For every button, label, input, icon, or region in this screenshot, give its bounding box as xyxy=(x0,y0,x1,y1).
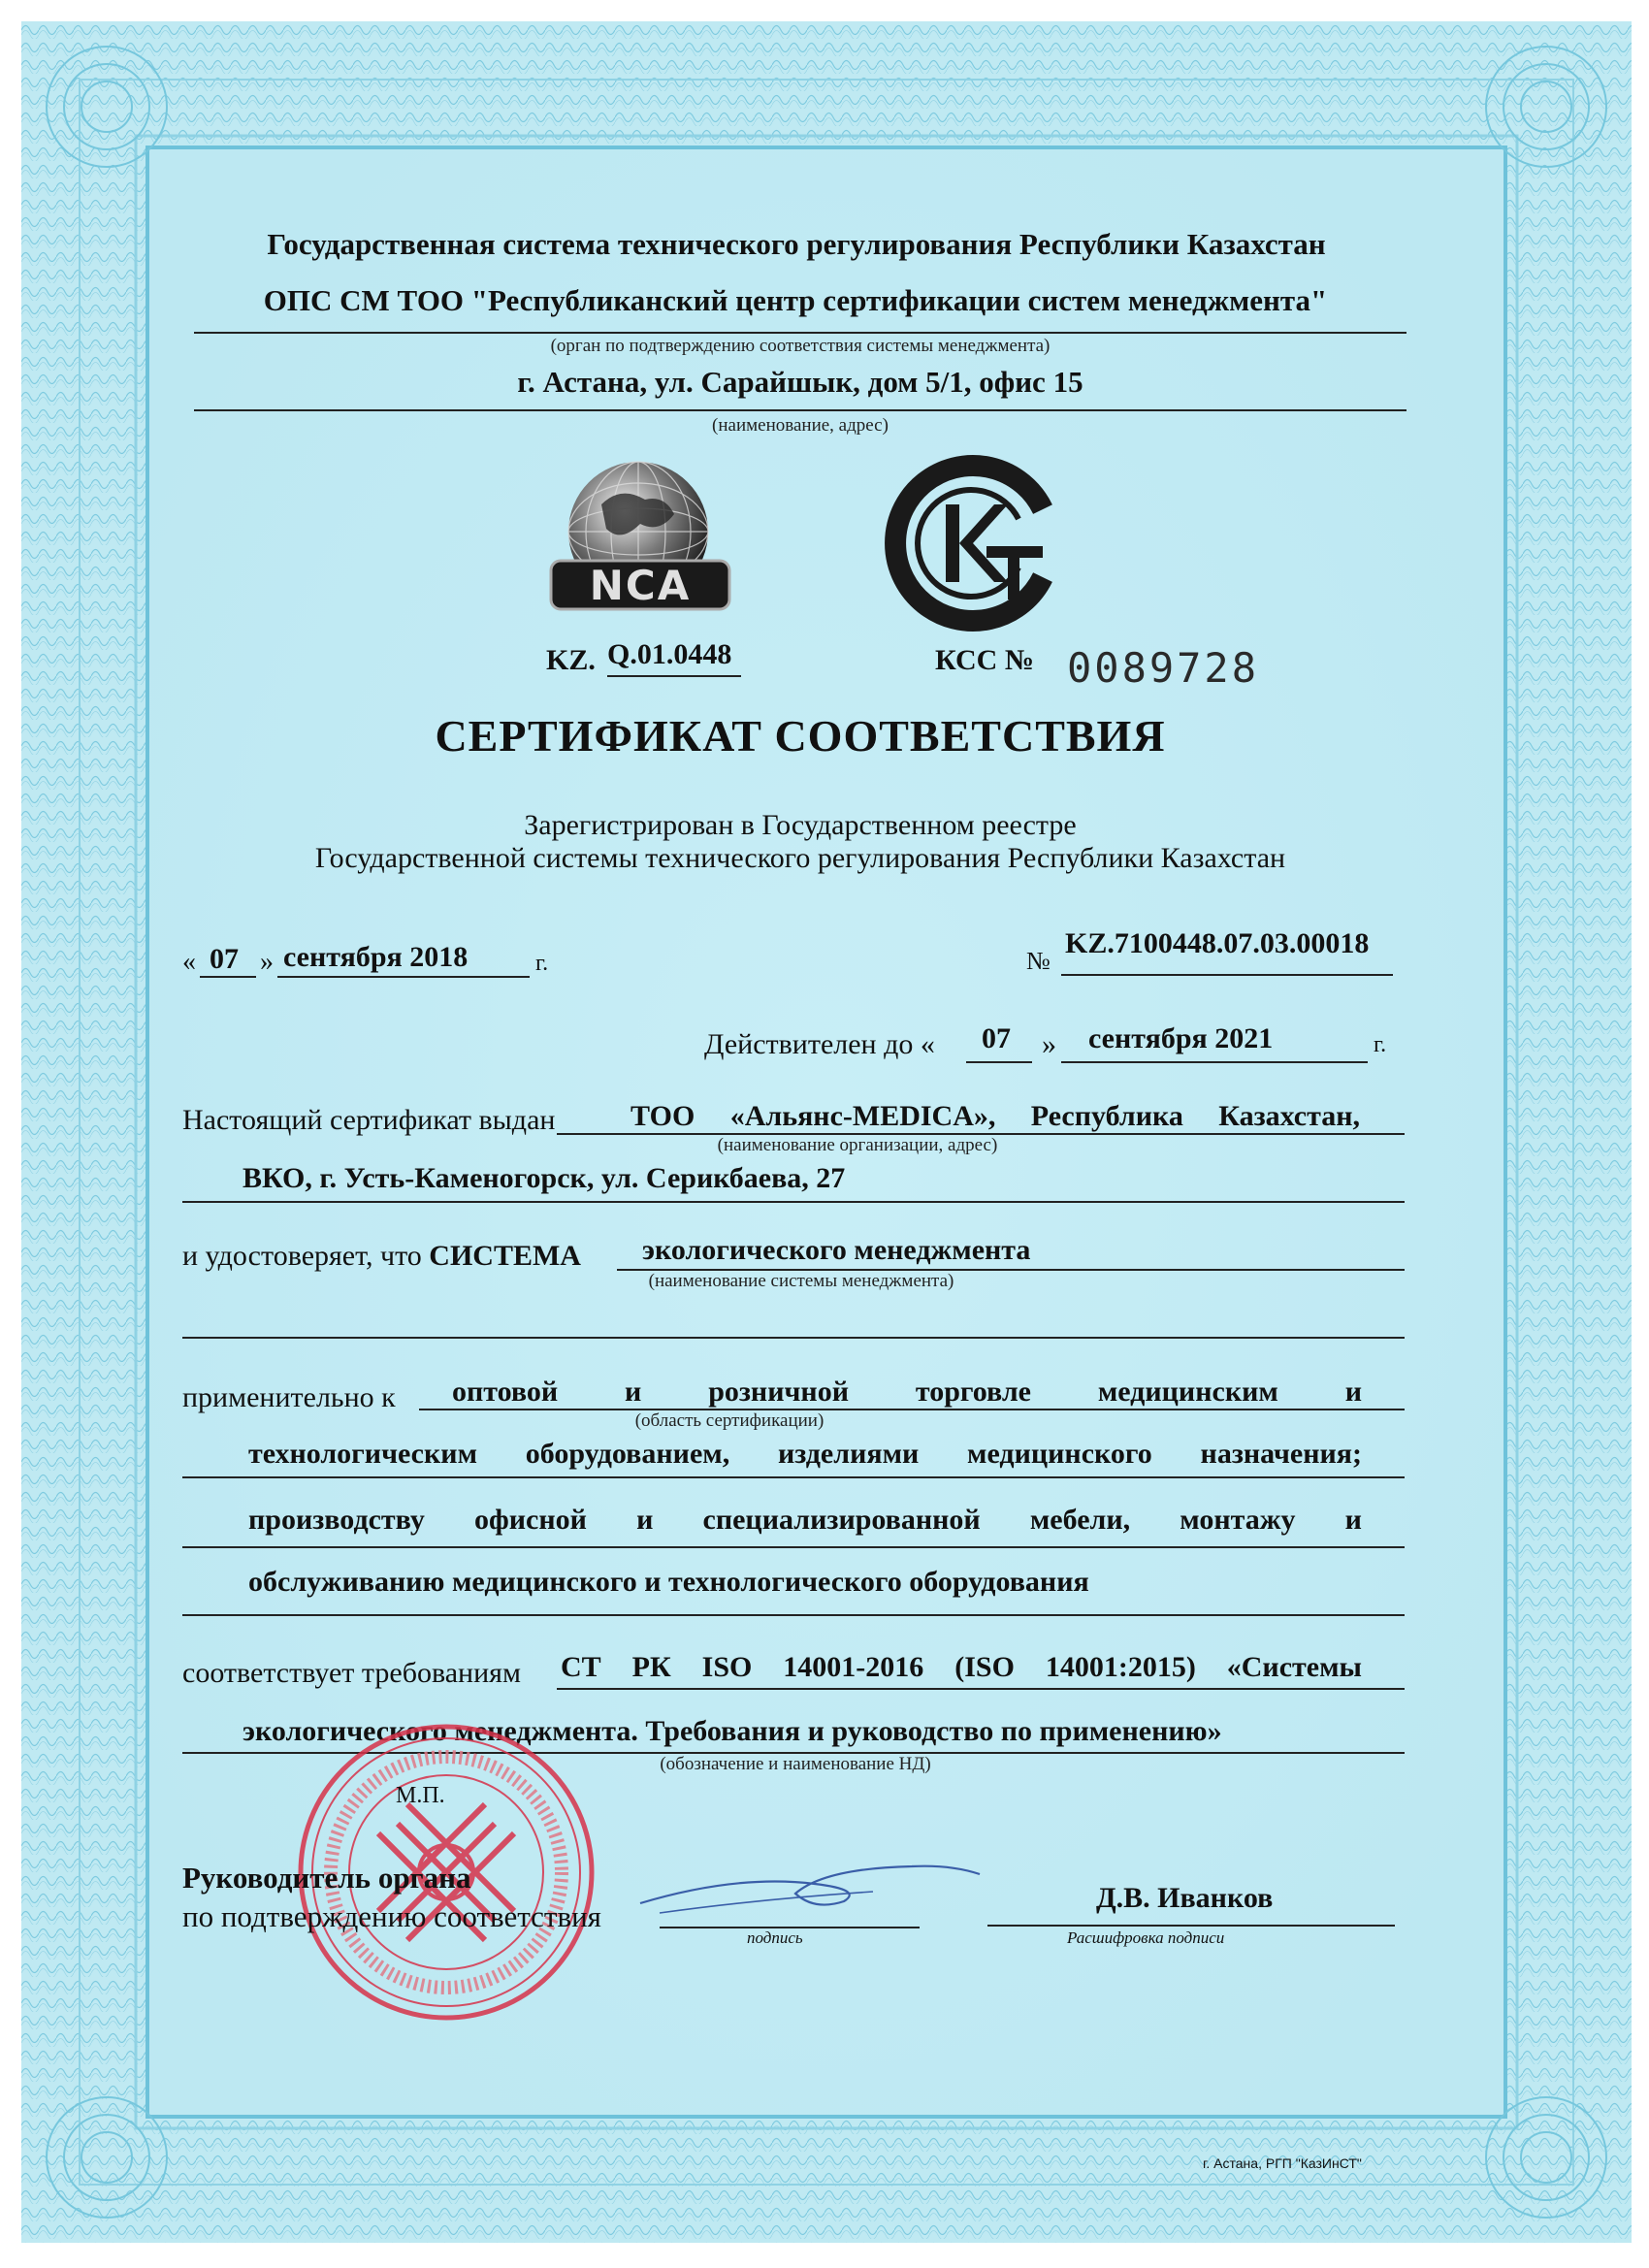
underline xyxy=(607,675,741,677)
valid-close-quote: » xyxy=(1042,1028,1056,1060)
scope-label: применительно к xyxy=(182,1381,396,1413)
name-caption: Расшифровка подписи xyxy=(1067,1928,1225,1947)
certificate-title: СЕРТИФИКАТ СООТВЕТСТВИЯ xyxy=(435,711,1166,761)
valid-year-suffix: г. xyxy=(1374,1032,1387,1057)
requirements-label: соответствует требованиям xyxy=(182,1657,521,1689)
underline xyxy=(200,976,256,978)
printer-imprint: г. Астана, РГП "КазИнСТ" xyxy=(1203,2155,1362,2171)
registered-line-1: Зарегистрирован в Государственном реестре xyxy=(524,809,1077,841)
requirements-line-1: СТ РК ISO 14001-2016 (ISO 14001:2015) «Системы xyxy=(561,1651,1362,1683)
underline xyxy=(966,1061,1032,1063)
underline xyxy=(1061,974,1393,976)
scope-line-2: технологическим оборудованием, изделиями медицинского назначения; xyxy=(248,1438,1362,1470)
requirements-caption: (обозначение и наименование НД) xyxy=(660,1754,931,1774)
registration-day: 07 xyxy=(210,943,239,975)
close-quote: » xyxy=(260,947,274,977)
registered-line-2: Государственной системы технического регулирования Республики Казахстан xyxy=(314,842,1286,874)
signature-caption: подпись xyxy=(747,1928,803,1947)
underline xyxy=(182,1337,1405,1339)
scope-line-4: обслуживанию медицинского и технологического оборудования xyxy=(248,1566,1089,1598)
address-caption: (наименование, адрес) xyxy=(712,415,889,436)
management-system-name: экологического менеджмента xyxy=(642,1234,1031,1266)
handwritten-signature xyxy=(621,1845,989,1932)
scope-caption: (область сертификации) xyxy=(634,1410,824,1431)
system-label: и удостоверяет, что СИСТЕМА xyxy=(182,1240,581,1272)
underline xyxy=(182,1614,1405,1616)
open-quote: « xyxy=(182,947,196,977)
nca-logo xyxy=(543,456,737,631)
requirements-line-2: экологического менеджмента. Требования и руководство по применению» xyxy=(242,1715,1222,1747)
scope-line-1: оптовой и розничной торговле медицинским и xyxy=(452,1376,1362,1408)
kz-prefix: KZ. xyxy=(546,644,596,676)
issued-organization-line-1: ТОО «Альянс-MEDICA», Республика Казахстан, xyxy=(630,1100,1360,1132)
year-suffix: г. xyxy=(535,951,549,976)
kss-serial-number: 0089728 xyxy=(1067,644,1260,692)
underline xyxy=(557,1688,1405,1690)
underline xyxy=(182,1201,1405,1203)
number-sign: № xyxy=(1026,947,1051,975)
issued-label: Настоящий сертификат выдан xyxy=(182,1104,556,1136)
scope-line-3: производству офисной и специализированной мебели, монтажу и xyxy=(248,1504,1362,1536)
underline xyxy=(987,1925,1395,1927)
signatory-name: Д.В. Иванков xyxy=(1096,1882,1274,1914)
issued-caption: (наименование организации, адрес) xyxy=(717,1135,998,1155)
underline xyxy=(182,1476,1405,1478)
valid-day: 07 xyxy=(982,1022,1011,1054)
underline xyxy=(194,409,1406,411)
body-address: г. Астана, ул. Сарайшык, дом 5/1, офис 15 xyxy=(517,365,1083,399)
registration-month-year: сентября 2018 xyxy=(283,941,469,973)
kss-label: КСС № xyxy=(935,644,1034,676)
underline xyxy=(194,332,1406,334)
kt-conformity-mark xyxy=(878,451,1062,635)
underline xyxy=(1061,1061,1368,1063)
signatory-role-line-2: по подтверждению соответствия xyxy=(182,1899,601,1933)
valid-until-label: Действителен до « xyxy=(704,1028,935,1060)
certification-body-name: ОПС СМ ТОО "Республиканский центр сертификации систем менеджмента" xyxy=(263,283,1328,317)
underline xyxy=(277,976,530,978)
system-heading: Государственная система технического регулирования Республики Казахстан xyxy=(267,227,1326,261)
body-caption: (орган по подтверждению соответствия системы менеджмента) xyxy=(550,336,1051,356)
signatory-role-line-1: Руководитель органа xyxy=(182,1861,471,1895)
registration-number: KZ.7100448.07.03.00018 xyxy=(1065,927,1370,959)
seal-place-label: М.П. xyxy=(396,1783,445,1808)
issued-address: ВКО, г. Усть-Каменогорск, ул. Серикбаева, 27 xyxy=(242,1162,846,1194)
valid-month-year: сентября 2021 xyxy=(1088,1022,1274,1054)
system-caption: (наименование системы менеджмента) xyxy=(648,1271,954,1291)
nca-logo-text: NCA xyxy=(589,562,692,609)
kz-accreditation-number: Q.01.0448 xyxy=(607,638,732,670)
underline xyxy=(182,1546,1405,1548)
